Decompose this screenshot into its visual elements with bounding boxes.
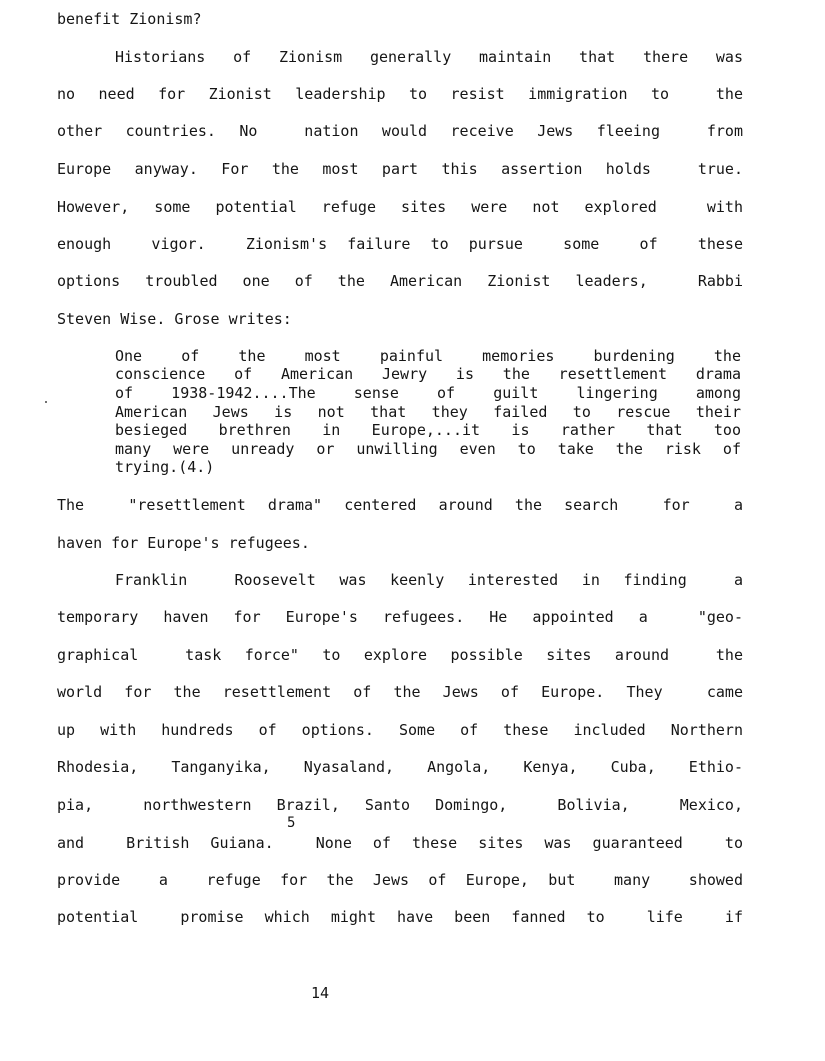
text-line: Steven Wise. Grose writes:	[57, 310, 292, 328]
text-line: world for the resettlement of the Jews of Europe. They came	[57, 683, 743, 701]
scan-speck	[45, 401, 47, 403]
quote-line: One of the most painful memories burdening the	[115, 347, 741, 365]
footnote-marker: 5	[287, 815, 296, 831]
text-line: other countries. No nation would receive Jews fleeing from	[57, 122, 743, 140]
text-line: haven for Europe's refugees.	[57, 534, 310, 552]
text-line: no need for Zionist leadership to resist immigration to the	[57, 85, 743, 103]
text-line: Rhodesia, Tanganyika, Nyasaland, Angola, Kenya, Cuba, Ethio-	[57, 758, 743, 776]
text-line: graphical task force" to explore possible sites around the	[57, 646, 743, 664]
text-line: and British Guiana. None of these sites was guaranteed to	[57, 834, 743, 852]
text-line: pia, northwestern Brazil, Santo Domingo, Bolivia, Mexico,	[57, 796, 743, 814]
text-line: temporary haven for Europe's refugees. He appointed a "geo-	[57, 608, 743, 626]
text-line: up with hundreds of options. Some of these included Northern	[57, 721, 743, 739]
text-line: options troubled one of the American Zionist leaders, Rabbi	[57, 272, 743, 290]
quote-line: besieged brethren in Europe,...it is rather that too	[115, 421, 741, 439]
page-number: 14	[311, 984, 330, 1002]
text-line: The "resettlement drama" centered around the search for a	[57, 496, 743, 514]
text-line: potential promise which might have been fanned to life if	[57, 908, 743, 926]
quote-line: American Jews is not that they failed to rescue their	[115, 403, 741, 421]
quote-line: conscience of American Jewry is the resettlement drama	[115, 365, 741, 383]
text-line: enough vigor. Zionism's failure to pursue some of these	[57, 235, 743, 253]
quote-line: trying.(4.)	[115, 458, 215, 476]
text-line: Historians of Zionism generally maintain that there was	[115, 48, 743, 66]
text-line: Franklin Roosevelt was keenly interested in finding a	[115, 571, 743, 589]
quote-line: of 1938-1942....The sense of guilt lingering among	[115, 384, 741, 402]
text-line: provide a refuge for the Jews of Europe, but many showed	[57, 871, 743, 889]
text-line: Europe anyway. For the most part this assertion holds true.	[57, 160, 743, 178]
text-line: benefit Zionism?	[57, 10, 202, 28]
text-line: However, some potential refuge sites were not explored with	[57, 198, 743, 216]
quote-line: many were unready or unwilling even to take the risk of	[115, 440, 741, 458]
